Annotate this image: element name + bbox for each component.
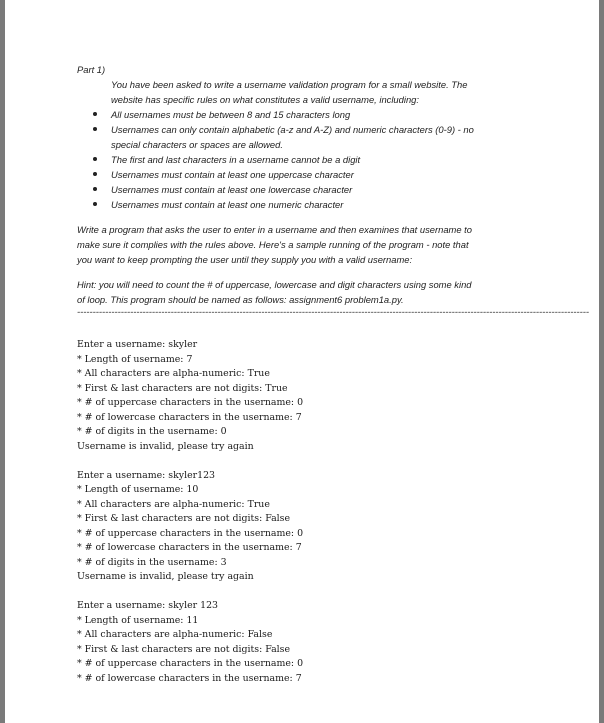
sample-run-2 bbox=[77, 469, 537, 585]
output-line: * # of digits in the username: 0 bbox=[77, 426, 227, 437]
output-line: Enter a username: skyler123 bbox=[77, 469, 216, 481]
output-line: Enter a username: skyler bbox=[77, 339, 198, 350]
output-line: Enter a username: skyler 123 bbox=[77, 600, 219, 611]
output-line: * All characters are alpha-numeric: True bbox=[77, 368, 270, 379]
sample-run-1 bbox=[77, 338, 537, 454]
output-line: * First & last characters are not digits: False bbox=[77, 513, 291, 524]
output-line: * Length of username: 11 bbox=[77, 614, 199, 626]
assignment-text bbox=[77, 62, 589, 317]
output-line: * Length of username: 7 bbox=[77, 353, 193, 365]
rule-item: All usernames must be between 8 and 15 characters long bbox=[111, 107, 537, 122]
output-line: * All characters are alpha-numeric: False bbox=[77, 629, 273, 640]
rule-item: Usernames must contain at least one numeric character bbox=[111, 197, 537, 212]
sample-output bbox=[77, 338, 537, 686]
task-paragraph: Write a program that asks the user to enter in a username and then examines that username to make sure it complies with the rules above. Here's a sample running of the program - note that you want to keep prompting the user until they supply you with a valid username: bbox=[77, 224, 472, 265]
output-line: Username is invalid, please try again bbox=[77, 440, 254, 452]
output-line: * # of uppercase characters in the username: 0 bbox=[77, 527, 304, 539]
output-line: * # of lowercase characters in the username: 7 bbox=[77, 542, 302, 553]
output-line: * # of uppercase characters in the username: 0 bbox=[77, 397, 304, 408]
intro-line: website has specific rules on what constitutes a valid username, including: bbox=[111, 94, 419, 105]
sample-run-3 bbox=[77, 599, 537, 686]
output-line: * Length of username: 10 bbox=[77, 484, 199, 495]
part-label: Part 1) bbox=[77, 64, 106, 75]
document-page bbox=[5, 0, 599, 723]
intro-paragraph bbox=[77, 77, 537, 107]
dashed-separator: -------------------------------------------------------------------------------------------------------------------------------------------------------------------- bbox=[77, 306, 589, 317]
intro-line: You have been asked to write a username validation program for a small website. The bbox=[111, 79, 468, 90]
output-line: * # of lowercase characters in the username: 7 bbox=[77, 411, 302, 423]
output-line: * # of lowercase characters in the username: 7 bbox=[77, 672, 302, 684]
output-line: * All characters are alpha-numeric: True bbox=[77, 498, 270, 510]
rule-item: Usernames must contain at least one uppercase character bbox=[111, 167, 537, 182]
rule-item: Usernames can only contain alphabetic (a-z and A-Z) and numeric characters (0-9) - no special characters or spaces are allowed. bbox=[111, 122, 537, 152]
rules-list bbox=[77, 107, 537, 212]
output-line: * First & last characters are not digits: True bbox=[77, 382, 288, 394]
hint-paragraph: Hint: you will need to count the # of uppercase, lowercase and digit characters using some kind of loop. This program should be named as follows: assignment6 problem1a.py. bbox=[77, 279, 472, 305]
output-line: * # of uppercase characters in the username: 0 bbox=[77, 658, 304, 669]
output-line: * # of digits in the username: 3 bbox=[77, 556, 227, 568]
rule-item: The first and last characters in a username cannot be a digit bbox=[111, 152, 537, 167]
output-line: Username is invalid, please try again bbox=[77, 571, 254, 582]
output-line: * First & last characters are not digits: False bbox=[77, 643, 291, 655]
rule-item: Usernames must contain at least one lowercase character bbox=[111, 182, 537, 197]
